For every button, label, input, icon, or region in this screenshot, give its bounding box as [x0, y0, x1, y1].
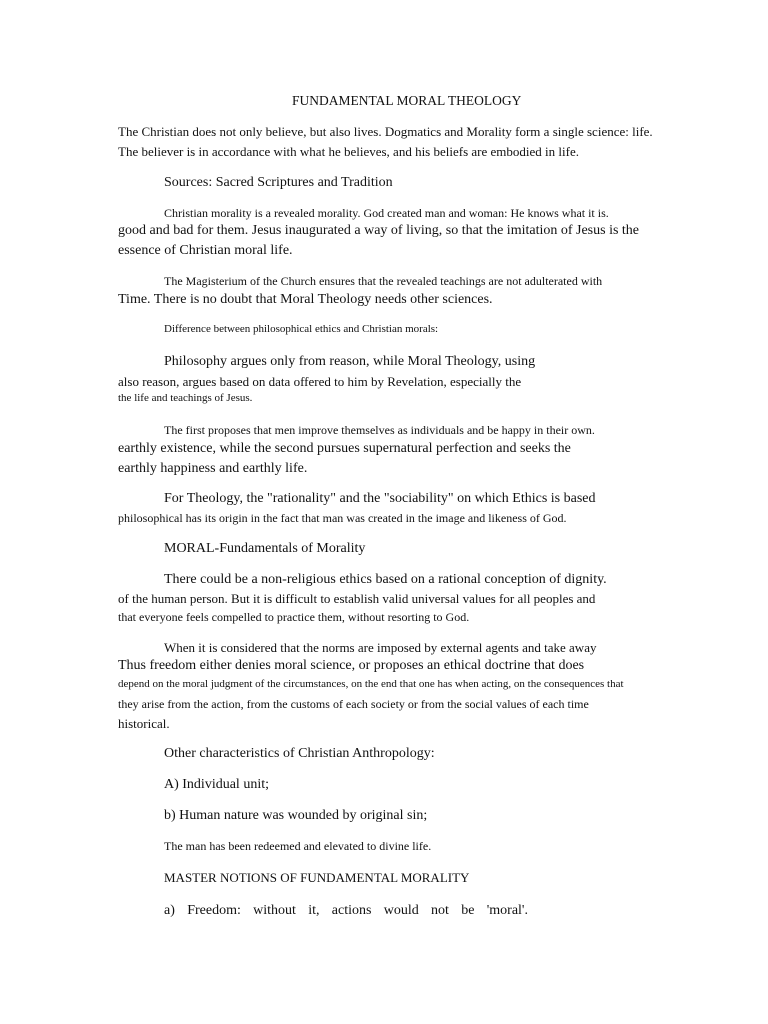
first-line-3: earthly happiness and earthly life.: [118, 461, 308, 476]
freedom-word: Freedom:: [187, 903, 241, 918]
freedom-word: 'moral'.: [486, 903, 528, 918]
item-original-sin: b) Human nature was wounded by original sin;: [164, 808, 428, 823]
item-redeemed: The man has been redeemed and elevated to divine life.: [164, 839, 432, 853]
norms-line-2: Thus freedom either denies moral science, or proposes an ethical doctrine that does: [118, 658, 585, 673]
master-notions-heading: MASTER NOTIONS OF FUNDAMENTAL MORALITY: [164, 870, 470, 885]
philosophy-line-3: the life and teachings of Jesus.: [118, 392, 253, 404]
norms-line-1: When it is considered that the norms are imposed by external agents and take away: [164, 640, 597, 655]
anthropology-heading: Other characteristics of Christian Anthropology:: [164, 746, 435, 761]
philosophy-line-2: also reason, argues based on data offered to him by Revelation, especially the: [118, 374, 522, 389]
difference-heading: Difference between philosophical ethics and Christian morals:: [164, 323, 439, 335]
freedom-word: it,: [308, 903, 320, 918]
sources-heading: Sources: Sacred Scriptures and Tradition: [164, 175, 393, 190]
freedom-word: be: [461, 903, 475, 918]
intro-line-1: The Christian does not only believe, but also lives. Dogmatics and Morality form a single science: life.: [118, 124, 653, 139]
theology-line-1: For Theology, the "rationality" and the "sociability" on which Ethics is based: [164, 491, 596, 506]
norms-line-3: depend on the moral judgment of the circumstances, on the end that one has when acting, on the consequences that: [118, 678, 624, 690]
freedom-word: a): [164, 903, 175, 918]
freedom-word: would: [383, 903, 419, 918]
moral-heading: MORAL-Fundamentals of Morality: [164, 541, 366, 556]
freedom-word: actions: [331, 903, 372, 918]
page-title: FUNDAMENTAL MORAL THEOLOGY: [292, 93, 522, 108]
norms-line-4: they arise from the action, from the customs of each society or from the social values of each time: [118, 697, 589, 711]
magisterium-line-1: The Magisterium of the Church ensures that the revealed teachings are not adulterated with: [164, 274, 603, 288]
philosophy-line-1: Philosophy argues only from reason, while Moral Theology, using: [164, 354, 536, 369]
first-line-1: The first proposes that men improve themselves as individuals and be happy in their own.: [164, 423, 595, 437]
first-line-2: earthly existence, while the second pursues supernatural perfection and seeks the: [118, 441, 571, 456]
intro-line-2: The believer is in accordance with what he believes, and his beliefs are embodied in life.: [118, 144, 579, 159]
revealed-line-2: good and bad for them. Jesus inaugurated a way of living, so that the imitation of Jesus is the: [118, 223, 640, 238]
revealed-line-3: essence of Christian moral life.: [118, 243, 293, 258]
freedom-word: without: [253, 903, 296, 918]
theology-line-2: philosophical has its origin in the fact that man was created in the image and likeness of God.: [118, 511, 567, 525]
nonreligious-line-3: that everyone feels compelled to practice them, without resorting to God.: [118, 610, 470, 624]
freedom-line: [164, 904, 528, 918]
nonreligious-line-1: There could be a non-religious ethics based on a rational conception of dignity.: [164, 572, 607, 587]
norms-line-5: historical.: [118, 716, 170, 731]
magisterium-line-2: Time. There is no doubt that Moral Theology needs other sciences.: [118, 292, 493, 307]
freedom-word: not: [431, 903, 449, 918]
nonreligious-line-2: of the human person. But it is difficult to establish valid universal values for all peoples and: [118, 591, 596, 606]
revealed-line-1: Christian morality is a revealed morality. God created man and woman: He knows what it is.: [164, 206, 609, 220]
item-individual-unit: A) Individual unit;: [164, 777, 269, 792]
